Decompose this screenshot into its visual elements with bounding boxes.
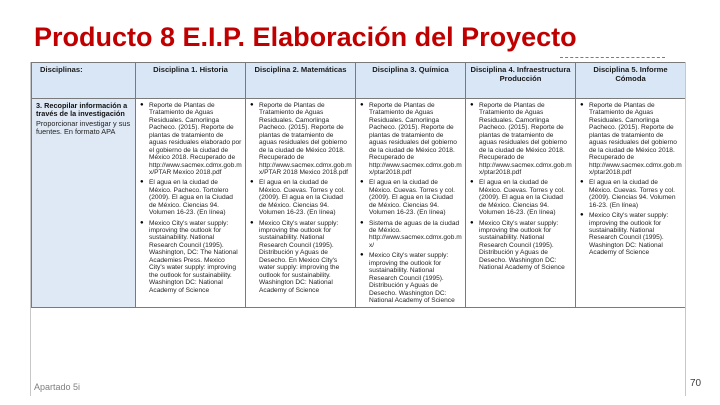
header-disciplina-2: Disciplina 2. Matemáticas bbox=[246, 63, 356, 99]
header-disciplina-5: Disciplina 5. Informe Cómoda bbox=[576, 63, 686, 99]
header-disciplinas: Disciplinas: bbox=[32, 63, 136, 99]
footer-section-label: Apartado 5i bbox=[34, 382, 81, 392]
reference-item: ● El agua en la ciudad de México. Pacheco. Tortolero (2009). El agua en la Ciudad de México. Ciencias 94. Volumen 16-23. (En línea) bbox=[149, 179, 242, 216]
reference-item: ● Mexico City's water supply: improving the outlook for sustainability. National Research Council (1995). Distribución y Aguas de Desecho. Washington DC: National Academy of Science bbox=[369, 252, 462, 304]
table-row bbox=[32, 99, 686, 308]
reference-item: ● Sistema de aguas de la ciudad de México. http://www.sacmex.cdmx.gob.mx/ bbox=[369, 220, 462, 250]
header-disciplina-1: Disciplina 1. Historia bbox=[136, 63, 246, 99]
embedded-table-document bbox=[30, 62, 686, 396]
slide-title: Producto 8 E.I.P. Elaboración del Proyecto bbox=[34, 22, 577, 52]
reference-item: ● El agua en la ciudad de México. Cuevas. Torres y col. (2009). El agua en la Ciudad de México. Ciencias 94. Volumen 16-23. (En línea) bbox=[369, 179, 462, 216]
discipline-5-cell bbox=[576, 99, 686, 308]
disciplines-table bbox=[31, 62, 686, 308]
reference-item: ● Reporte de Plantas de Tratamiento de Aguas Residuales. Camorlinga Pacheco. (2015). Reporte de plantas de tratamiento de aguas residuales del gobierno de la ciudad de México 2018. Recuperado de http://www.sacmex.cdmx.gob.mx/ptar2018.pdf bbox=[369, 102, 462, 176]
discipline-1-cell bbox=[136, 99, 246, 308]
reference-item: ● Mexico City's water supply: improving the outlook for sustainability. National Research Council (1995). Distribución y Aguas de Desecho. En Mexico City's water supply: improving the outlook for sustainability. Washington DC: National Academy of Science bbox=[259, 220, 352, 294]
discipline-3-cell bbox=[356, 99, 466, 308]
discipline-2-cell bbox=[246, 99, 356, 308]
task-cell bbox=[32, 99, 136, 308]
reference-item: ● Mexico City's water supply: improving the outlook for sustainability. National Research Council (1995). Washington, DC: The National Academies Press. Mexico City's water supply: improving the outlook for sustainability. Washington DC: National Academy of Science bbox=[149, 220, 242, 294]
reference-item: ● El agua en la ciudad de México. Cuevas. Torres y col. (2009). Ciencias 94. Volumen 16-23. (En línea) bbox=[589, 179, 682, 209]
header-disciplina-4: Disciplina 4. Infraestructura Producción bbox=[466, 63, 576, 99]
reference-item: ● Reporte de Plantas de Tratamiento de Aguas Residuales. Camorlinga Pacheco. (2015). Reporte de plantas de tratamiento de aguas residuales elaborado por el gobierno de la ciudad de México 2018. Recuperado de http://www.sacmex.cdmx.gob.mx/PTAR Mexico 2018.pdf bbox=[149, 102, 242, 176]
page-number: 70 bbox=[690, 378, 702, 389]
table-header-row bbox=[32, 63, 686, 99]
reference-item: ● El agua en la ciudad de México. Cuevas. Torres y col. (2009). El agua en la Ciudad de México. Ciencias 94. Volumen 16-23. (En línea) bbox=[479, 179, 572, 216]
reference-item: ● Mexico City's water supply: improving the outlook for sustainability. National Research Council (1995). Distribución y Aguas de Desecho. Washington DC: National Academy of Science bbox=[479, 220, 572, 272]
reference-item: ● El agua en la ciudad de México. Cuevas. Torres y col. (2009). El agua en la Ciudad de México. Ciencias 94. Volumen 16-23. (En línea) bbox=[259, 179, 352, 216]
reference-item: ● Reporte de Plantas de Tratamiento de Aguas Residuales. Camorlinga Pacheco. (2015). Reporte de plantas de tratamiento de aguas residuales del gobierno de la ciudad de México 2018. Recuperado de http://www.sacmex.cdmx.gob.mx/PTAR 2018 Mexico 2018.pdf bbox=[259, 102, 352, 176]
task-description: Proporcionar investigar y sus fuentes. En formato APA bbox=[36, 118, 131, 137]
reference-item: ● Reporte de Plantas de Tratamiento de Aguas Residuales. Camorlinga Pacheco. (2015). Reporte de plantas de tratamiento de aguas residuales del gobierno de la ciudad de México 2018. Recuperado de http://www.sacmex.cdmx.gob.mx/ptar2018.pdf bbox=[479, 102, 572, 176]
task-title: 3. Recopilar información a través de la investigación bbox=[36, 101, 128, 119]
reference-item: ● Mexico City's water supply: improving the outlook for sustainability. National Research Council (1995). Washington DC: National Academy of Science bbox=[589, 212, 682, 257]
discipline-4-cell bbox=[466, 99, 576, 308]
reference-item: ● Reporte de Plantas de Tratamiento de Aguas Residuales. Camorlinga Pacheco. (2015). Reporte de plantas de tratamiento de aguas residuales del gobierno de la ciudad de México 2018. Recuperado de http://www.sacmex.cdmx.gob.mx/ptar2018.pdf bbox=[589, 102, 682, 176]
header-disciplina-3: Disciplina 3. Química bbox=[356, 63, 466, 99]
